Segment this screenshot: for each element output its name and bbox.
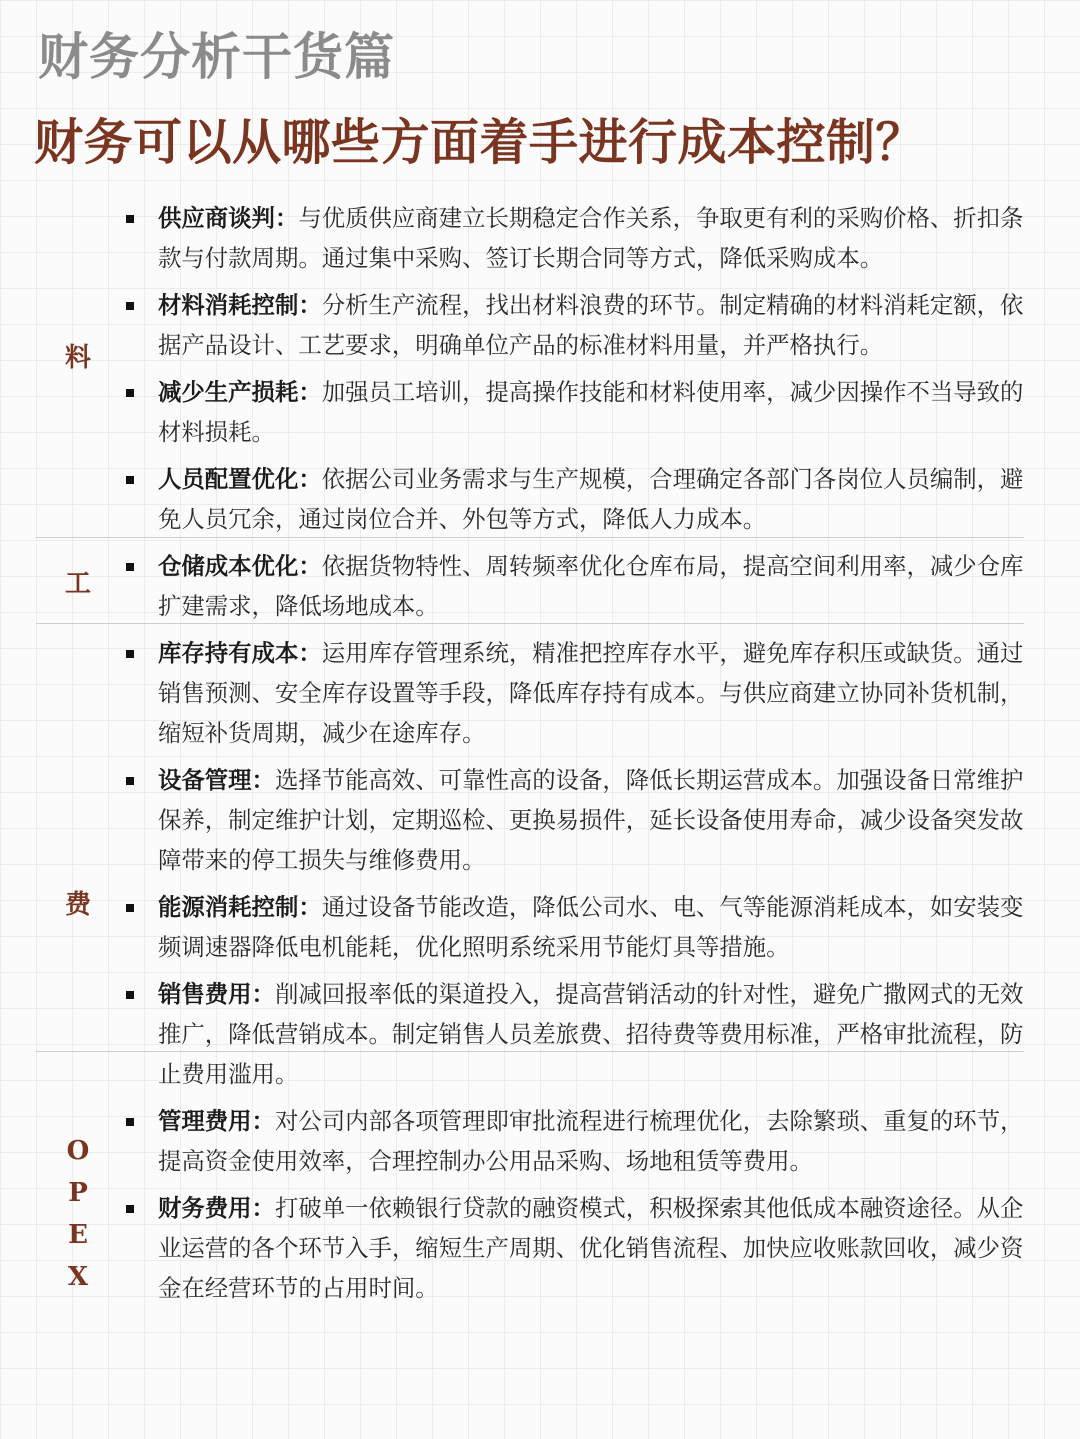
list-item xyxy=(125,887,1025,967)
bullet-square-icon xyxy=(126,650,134,658)
item-term: 能源消耗控制： xyxy=(158,893,322,921)
list-item xyxy=(125,1188,1025,1308)
kicker-title: 财务分析干货篇 xyxy=(38,28,395,86)
item-term: 材料消耗控制： xyxy=(158,291,322,319)
bullet-square-icon xyxy=(126,215,134,223)
item-description: 分析生产流程，找出材料浪费的环节。制定精确的材料消耗定额，依据产品设计、工艺要求，明确单位产品的标准材料用量，并严格执行。 xyxy=(158,291,1024,359)
category-material: 料 xyxy=(64,343,91,373)
item-description: 打破单一依赖银行贷款的融资模式，积极探索其他低成本融资途径。从企业运营的各个环节入手，缩短生产周期、优化销售流程、加快应收账款回收，减少资金在经营环节的占用时间。 xyxy=(158,1194,1024,1302)
list-item xyxy=(125,760,1025,880)
item-term: 库存持有成本： xyxy=(158,639,322,667)
item-term: 人员配置优化： xyxy=(158,465,322,493)
list-item xyxy=(125,459,1025,539)
bullet-square-icon xyxy=(126,476,134,484)
list-item xyxy=(125,633,1025,753)
item-term: 供应商谈判： xyxy=(158,204,299,232)
list-item xyxy=(125,974,1025,1094)
item-description: 选择节能高效、可靠性高的设备，降低长期运营成本。加强设备日常维护保养，制定维护计划，定期巡检、更换易损件，延长设备使用寿命，减少设备突发故障带来的停工损失与维修费用。 xyxy=(158,766,1024,874)
item-description: 运用库存管理系统，精准把控库存水平，避免库存积压或缺货。通过销售预测、安全库存设置等手段，降低库存持有成本。与供应商建立协同补货机制，缩短补货周期，减少在途库存。 xyxy=(158,639,1024,747)
bullet-square-icon xyxy=(126,1118,134,1126)
item-description: 对公司内部各项管理即审批流程进行梳理优化，去除繁琐、重复的环节，提高资金使用效率，合理控制办公用品采购、场地租赁等费用。 xyxy=(158,1107,1024,1175)
bullet-square-icon xyxy=(126,302,134,310)
item-term: 财务费用： xyxy=(158,1194,275,1222)
item-term: 管理费用： xyxy=(158,1107,275,1135)
item-description: 通过设备节能改造，降低公司水、电、气等能源消耗成本，如安装变频调速器降低电机能耗，优化照明系统采用节能灯具等措施。 xyxy=(158,893,1024,961)
category-opex-letter: O xyxy=(66,1136,90,1166)
item-description: 加强员工培训，提高操作技能和材料使用率，减少因操作不当导致的材料损耗。 xyxy=(158,378,1024,446)
item-description: 削减回报率低的渠道投入，提高营销活动的针对性，避免广撒网式的无效推广，降低营销成本。制定销售人员差旅费、招待费等费用标准，严格审批流程，防止费用滥用。 xyxy=(158,980,1024,1088)
bullet-square-icon xyxy=(126,777,134,785)
item-description: 依据货物特性、周转频率优化仓库布局，提高空间利用率，减少仓库扩建需求，降低场地成本。 xyxy=(158,552,1024,620)
item-term: 设备管理： xyxy=(158,766,275,794)
item-description: 依据公司业务需求与生产规模，合理确定各部门各岗位人员编制，避免人员冗余，通过岗位合并、外包等方式，降低人力成本。 xyxy=(158,465,1024,533)
bullet-square-icon xyxy=(126,389,134,397)
page-title: 财务可以从哪些方面着手进行成本控制？ xyxy=(34,114,926,171)
list-item xyxy=(125,546,1025,626)
item-term: 仓储成本优化： xyxy=(158,552,322,580)
category-labor: 工 xyxy=(64,569,91,599)
list-item xyxy=(125,372,1025,452)
bullet-square-icon xyxy=(126,904,134,912)
category-opex-letter: P xyxy=(68,1178,88,1208)
item-term: 销售费用： xyxy=(158,980,275,1008)
item-description: 与优质供应商建立长期稳定合作关系，争取更有利的采购价格、折扣条款与付款周期。通过集中采购、签订长期合同等方式，降低采购成本。 xyxy=(158,204,1024,272)
category-expense: 费 xyxy=(64,890,91,920)
bullet-square-icon xyxy=(126,563,134,571)
list-item xyxy=(125,1101,1025,1181)
category-opex-letter: E xyxy=(68,1220,88,1250)
item-term: 减少生产损耗： xyxy=(158,378,322,406)
bullet-square-icon xyxy=(126,991,134,999)
cost-control-list xyxy=(125,198,1025,1315)
list-item xyxy=(125,198,1025,278)
category-opex-letter: X xyxy=(67,1262,89,1292)
category-opex xyxy=(48,1130,108,1298)
list-item xyxy=(125,285,1025,365)
bullet-square-icon xyxy=(126,1205,134,1213)
